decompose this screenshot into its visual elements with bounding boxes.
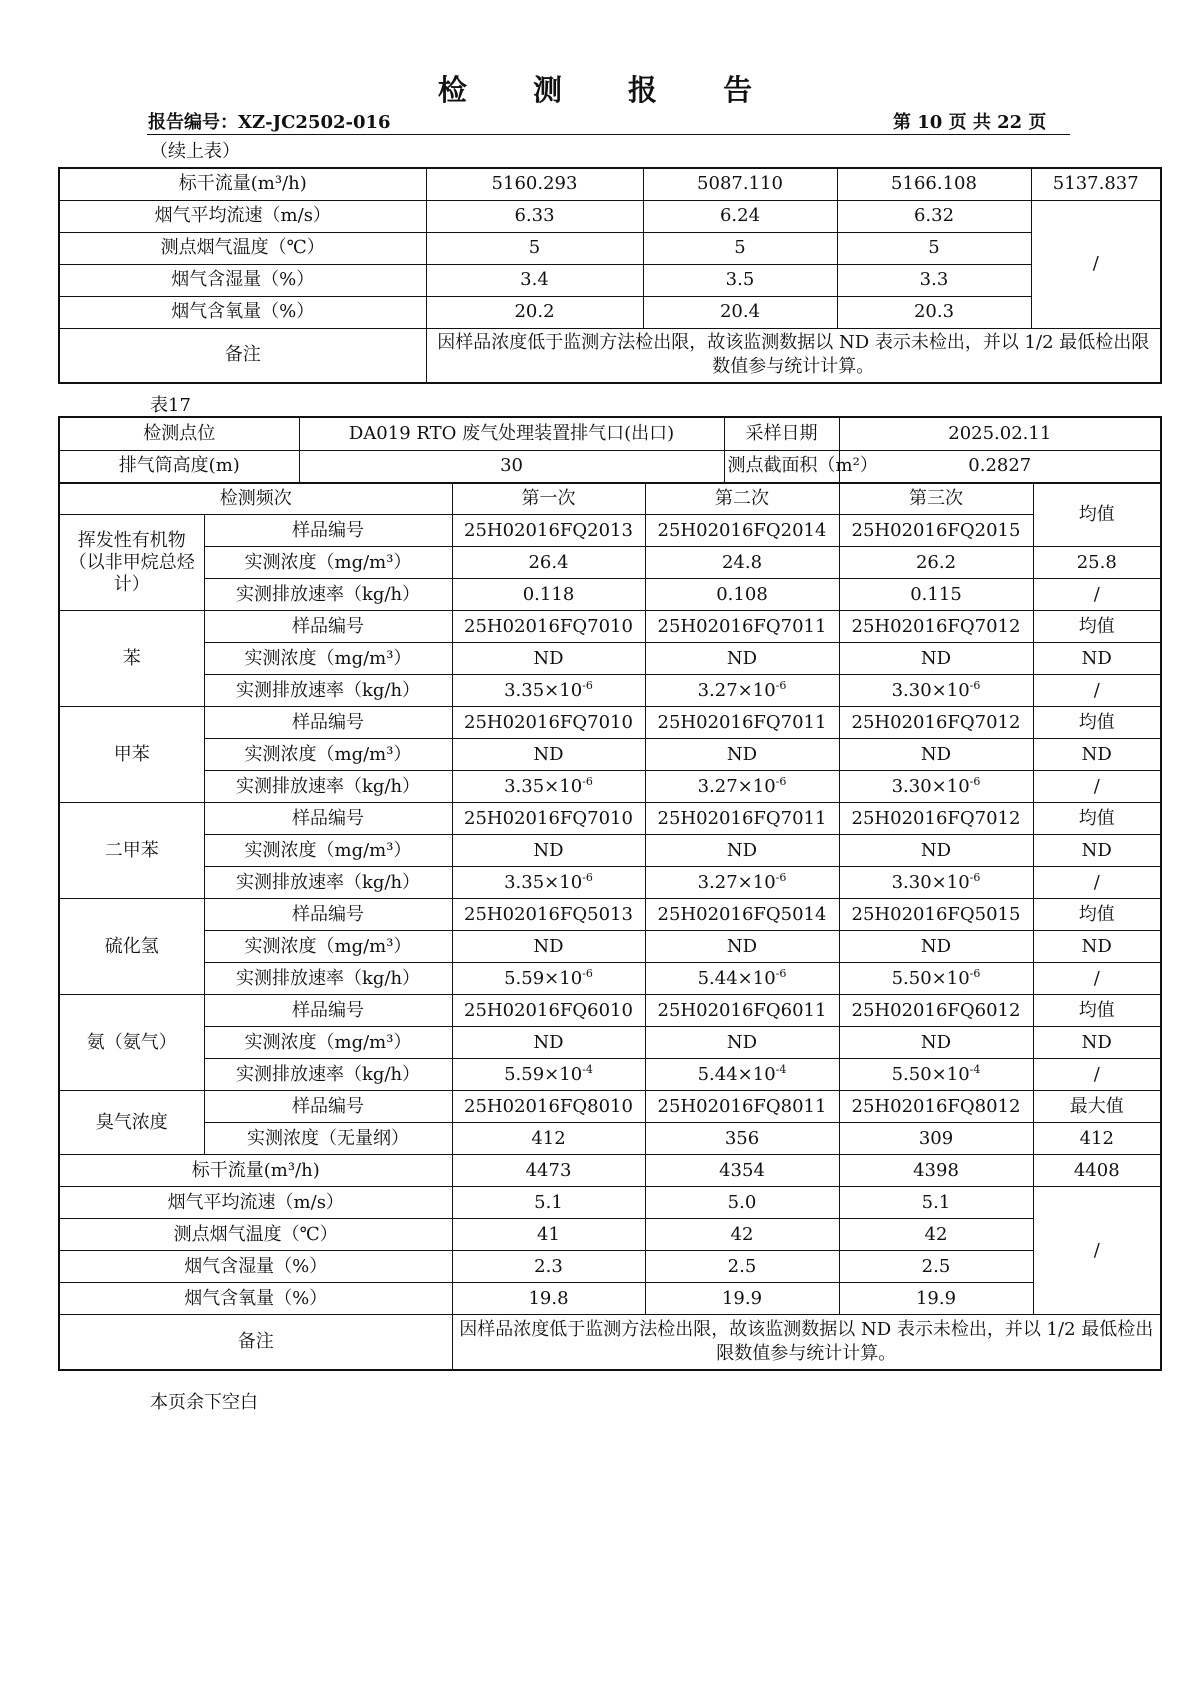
conc-value: ND bbox=[839, 739, 1033, 771]
table-row bbox=[59, 835, 1161, 867]
site-value: DA019 RTO 废气处理装置排气口(出口) bbox=[299, 417, 724, 450]
cell-slash: / bbox=[1033, 675, 1161, 707]
rate-mantissa: 5.59×10 bbox=[504, 1063, 583, 1085]
table-row bbox=[59, 867, 1161, 899]
cell-slash: / bbox=[1033, 579, 1161, 611]
cell-slash: / bbox=[1033, 1059, 1161, 1091]
cell-run1: 41 bbox=[452, 1219, 645, 1251]
table-row bbox=[59, 611, 1161, 643]
conc-value: ND bbox=[452, 835, 645, 867]
sample-id: 25H02016FQ5014 bbox=[645, 899, 839, 931]
conc-value: 26.4 bbox=[452, 547, 645, 579]
rate-exponent: -6 bbox=[775, 774, 787, 788]
sample-id: 25H02016FQ2013 bbox=[452, 515, 645, 547]
cell-run3: 20.3 bbox=[837, 296, 1031, 328]
rate-value: 0.115 bbox=[839, 579, 1033, 611]
header-rule bbox=[147, 134, 1070, 135]
sample-id: 25H02016FQ7012 bbox=[839, 803, 1033, 835]
rate-value bbox=[839, 867, 1033, 899]
blank-page-note: 本页余下空白 bbox=[150, 1392, 258, 1413]
table-row bbox=[59, 1123, 1161, 1155]
table-row bbox=[59, 1091, 1161, 1123]
row-label: 测点烟气温度（℃） bbox=[59, 232, 426, 264]
table-row bbox=[59, 1283, 1161, 1315]
rate-mantissa: 3.30×10 bbox=[891, 775, 970, 797]
conc-label: 实测浓度（mg/m³） bbox=[204, 835, 452, 867]
remark-label: 备注 bbox=[59, 1315, 452, 1370]
sample-id: 25H02016FQ7012 bbox=[839, 707, 1033, 739]
table-row bbox=[59, 417, 1161, 450]
pollutant-name: 苯 bbox=[59, 611, 204, 707]
row-label: 烟气含湿量（%） bbox=[59, 264, 426, 296]
rate-value bbox=[839, 1059, 1033, 1091]
rate-mantissa: 5.59×10 bbox=[504, 967, 583, 989]
date-label: 采样日期 bbox=[724, 417, 839, 450]
report-number-value: XZ-JC2502-016 bbox=[238, 112, 391, 133]
sample-id: 25H02016FQ6011 bbox=[645, 995, 839, 1027]
table-row bbox=[59, 450, 1161, 483]
conc-avg: ND bbox=[1033, 1027, 1161, 1059]
rate-label: 实测排放速率（kg/h） bbox=[204, 675, 452, 707]
table-row bbox=[59, 803, 1161, 835]
conc-label: 实测浓度（mg/m³） bbox=[204, 547, 452, 579]
run3-header: 第三次 bbox=[839, 483, 1033, 515]
sample-id: 25H02016FQ7011 bbox=[645, 611, 839, 643]
sample-no-label: 样品编号 bbox=[204, 515, 452, 547]
row-label: 烟气含湿量（%） bbox=[59, 1251, 452, 1283]
odor-conc-label: 实测浓度（无量纲） bbox=[204, 1123, 452, 1155]
cell-slash: / bbox=[1033, 771, 1161, 803]
avg-header: 均值 bbox=[1033, 995, 1161, 1027]
sample-id: 25H02016FQ6012 bbox=[839, 995, 1033, 1027]
rate-value bbox=[452, 675, 645, 707]
rate-mantissa: 5.50×10 bbox=[891, 1063, 970, 1085]
rate-exponent: -6 bbox=[969, 774, 981, 788]
rate-mantissa: 3.35×10 bbox=[504, 679, 583, 701]
rate-value: 0.108 bbox=[645, 579, 839, 611]
table-row bbox=[59, 1059, 1161, 1091]
rate-exponent: -6 bbox=[582, 870, 593, 884]
cell-avg: 5137.837 bbox=[1031, 168, 1161, 200]
remark-text: 因样品浓度低于监测方法检出限，故该监测数据以 ND 表示未检出，并以 1/2 最低检出限数值参与统计计算。 bbox=[452, 1315, 1161, 1370]
rate-exponent: -6 bbox=[775, 870, 787, 884]
sample-no-label: 样品编号 bbox=[204, 803, 452, 835]
rate-value bbox=[839, 771, 1033, 803]
cell-run1: 6.33 bbox=[426, 200, 643, 232]
rate-mantissa: 3.27×10 bbox=[697, 871, 776, 893]
table-17-body bbox=[58, 482, 1162, 1371]
sample-id: 25H02016FQ6010 bbox=[452, 995, 645, 1027]
table-row bbox=[59, 931, 1161, 963]
rate-exponent: -6 bbox=[582, 678, 593, 692]
conc-label: 实测浓度（mg/m³） bbox=[204, 1027, 452, 1059]
conc-value: ND bbox=[645, 643, 839, 675]
rate-mantissa: 5.44×10 bbox=[697, 967, 776, 989]
pollutant-name: 二甲苯 bbox=[59, 803, 204, 899]
rate-value: 0.118 bbox=[452, 579, 645, 611]
table-row bbox=[59, 1155, 1161, 1187]
rate-exponent: -6 bbox=[969, 678, 981, 692]
page-indicator: 第 10 页 共 22 页 bbox=[893, 112, 1047, 133]
rate-value bbox=[839, 963, 1033, 995]
sample-no-label: 样品编号 bbox=[204, 611, 452, 643]
table-row bbox=[59, 296, 1161, 328]
cell-run3: 5.1 bbox=[839, 1187, 1033, 1219]
sample-id: 25H02016FQ7010 bbox=[452, 707, 645, 739]
rate-exponent: -6 bbox=[969, 966, 981, 980]
sample-id: 25H02016FQ2014 bbox=[645, 515, 839, 547]
rate-label: 实测排放速率（kg/h） bbox=[204, 963, 452, 995]
rate-mantissa: 3.27×10 bbox=[697, 679, 776, 701]
cell-run2: 6.24 bbox=[643, 200, 837, 232]
sample-no-label: 样品编号 bbox=[204, 899, 452, 931]
table-row bbox=[59, 739, 1161, 771]
stack-height-value: 30 bbox=[299, 450, 724, 483]
conc-avg: ND bbox=[1033, 931, 1161, 963]
rate-exponent: -6 bbox=[775, 966, 787, 980]
cell-run2: 5.0 bbox=[645, 1187, 839, 1219]
max-header: 最大值 bbox=[1033, 1091, 1161, 1123]
conc-value: ND bbox=[645, 835, 839, 867]
cell-run1: 5 bbox=[426, 232, 643, 264]
table-row bbox=[59, 1251, 1161, 1283]
row-label: 标干流量(m³/h) bbox=[59, 168, 426, 200]
cell-run2: 42 bbox=[645, 1219, 839, 1251]
cell-slash: / bbox=[1033, 963, 1161, 995]
sample-id: 25H02016FQ5015 bbox=[839, 899, 1033, 931]
rate-exponent: -6 bbox=[582, 966, 593, 980]
conc-value: 24.8 bbox=[645, 547, 839, 579]
pollutant-odor: 臭气浓度 bbox=[59, 1091, 204, 1155]
table-row bbox=[59, 899, 1161, 931]
conc-value: ND bbox=[452, 739, 645, 771]
table-row bbox=[59, 579, 1161, 611]
pollutant-vocs: 挥发性有机物（以非甲烷总烃计） bbox=[59, 515, 204, 611]
site-label: 检测点位 bbox=[59, 417, 299, 450]
avg-header: 均值 bbox=[1033, 803, 1161, 835]
rate-value bbox=[645, 963, 839, 995]
rate-mantissa: 5.50×10 bbox=[891, 967, 970, 989]
conc-avg: ND bbox=[1033, 739, 1161, 771]
pollutant-blocks bbox=[59, 611, 1161, 1091]
table-row bbox=[59, 515, 1161, 547]
remark-label: 备注 bbox=[59, 328, 426, 383]
conc-value: 309 bbox=[839, 1123, 1033, 1155]
cell-run1: 5160.293 bbox=[426, 168, 643, 200]
rate-label: 实测排放速率（kg/h） bbox=[204, 1059, 452, 1091]
section-area-value: 0.2827 bbox=[839, 450, 1161, 483]
sample-id: 25H02016FQ7012 bbox=[839, 611, 1033, 643]
cell-run3: 3.3 bbox=[837, 264, 1031, 296]
cell-slash: / bbox=[1033, 1187, 1161, 1315]
conc-value: 356 bbox=[645, 1123, 839, 1155]
sample-id: 25H02016FQ8010 bbox=[452, 1091, 645, 1123]
rate-exponent: -6 bbox=[969, 870, 981, 884]
conc-label: 实测浓度（mg/m³） bbox=[204, 643, 452, 675]
remark-text: 因样品浓度低于监测方法检出限，故该监测数据以 ND 表示未检出，并以 1/2 最低检出限数值参与统计计算。 bbox=[426, 328, 1161, 383]
conc-value: ND bbox=[839, 1027, 1033, 1059]
table-row bbox=[59, 771, 1161, 803]
cell-run3: 5 bbox=[837, 232, 1031, 264]
table-17 bbox=[58, 416, 1162, 484]
rate-mantissa: 3.35×10 bbox=[504, 775, 583, 797]
sample-id: 25H02016FQ7011 bbox=[645, 707, 839, 739]
run2-header: 第二次 bbox=[645, 483, 839, 515]
rate-mantissa: 3.30×10 bbox=[891, 679, 970, 701]
cell-run3: 5166.108 bbox=[837, 168, 1031, 200]
rate-exponent: -6 bbox=[775, 678, 787, 692]
rate-mantissa: 5.44×10 bbox=[697, 1063, 776, 1085]
conc-max: 412 bbox=[1033, 1123, 1161, 1155]
table-row bbox=[59, 168, 1161, 200]
cell-run3: 6.32 bbox=[837, 200, 1031, 232]
sample-no-label: 样品编号 bbox=[204, 995, 452, 1027]
conc-value: 412 bbox=[452, 1123, 645, 1155]
conc-label: 实测浓度（mg/m³） bbox=[204, 931, 452, 963]
cell-run2: 19.9 bbox=[645, 1283, 839, 1315]
cell-slash: / bbox=[1031, 200, 1161, 328]
conc-value: ND bbox=[839, 643, 1033, 675]
table-row bbox=[59, 675, 1161, 707]
avg-header: 均值 bbox=[1033, 707, 1161, 739]
table-row bbox=[59, 264, 1161, 296]
sample-id: 25H02016FQ7010 bbox=[452, 803, 645, 835]
run1-header: 第一次 bbox=[452, 483, 645, 515]
table-row bbox=[59, 963, 1161, 995]
conc-value: ND bbox=[645, 931, 839, 963]
pollutant-name: 甲苯 bbox=[59, 707, 204, 803]
date-value: 2025.02.11 bbox=[839, 417, 1161, 450]
cell-run2: 4354 bbox=[645, 1155, 839, 1187]
avg-header: 均值 bbox=[1033, 483, 1161, 547]
flow-label: 标干流量(m³/h) bbox=[59, 1155, 452, 1187]
cell-run1: 3.4 bbox=[426, 264, 643, 296]
table-row bbox=[59, 547, 1161, 579]
rate-value bbox=[839, 675, 1033, 707]
sample-id: 25H02016FQ7011 bbox=[645, 803, 839, 835]
continued-label: （续上表） bbox=[150, 141, 240, 162]
rate-mantissa: 3.35×10 bbox=[504, 871, 583, 893]
table-row bbox=[59, 232, 1161, 264]
conc-value: ND bbox=[452, 643, 645, 675]
conc-value: ND bbox=[452, 931, 645, 963]
row-label: 测点烟气温度（℃） bbox=[59, 1219, 452, 1251]
pollutant-name: 硫化氢 bbox=[59, 899, 204, 995]
cell-run1: 4473 bbox=[452, 1155, 645, 1187]
report-number-label: 报告编号： bbox=[148, 112, 238, 133]
rate-value bbox=[645, 771, 839, 803]
row-label: 烟气含氧量（%） bbox=[59, 1283, 452, 1315]
stack-height-label: 排气筒高度(m) bbox=[59, 450, 299, 483]
rate-exponent: -4 bbox=[775, 1062, 787, 1076]
cell-run1: 2.3 bbox=[452, 1251, 645, 1283]
cell-run3: 42 bbox=[839, 1219, 1033, 1251]
rate-label: 实测排放速率（kg/h） bbox=[204, 771, 452, 803]
report-number bbox=[148, 108, 391, 134]
cell-avg: 4408 bbox=[1033, 1155, 1161, 1187]
conc-avg: 25.8 bbox=[1033, 547, 1161, 579]
row-label: 烟气含氧量（%） bbox=[59, 296, 426, 328]
conc-avg: ND bbox=[1033, 643, 1161, 675]
table-17-label: 表17 bbox=[150, 395, 191, 416]
rate-mantissa: 3.30×10 bbox=[891, 871, 970, 893]
table-row bbox=[59, 483, 1161, 515]
rate-value bbox=[645, 867, 839, 899]
rate-mantissa: 3.27×10 bbox=[697, 775, 776, 797]
pollutant-name: 氨（氨气） bbox=[59, 995, 204, 1091]
cell-run2: 5 bbox=[643, 232, 837, 264]
rate-label: 实测排放速率（kg/h） bbox=[204, 867, 452, 899]
rate-exponent: -6 bbox=[582, 774, 593, 788]
conc-label: 实测浓度（mg/m³） bbox=[204, 739, 452, 771]
cell-run3: 4398 bbox=[839, 1155, 1033, 1187]
table-row bbox=[59, 1187, 1161, 1219]
cell-run2: 5087.110 bbox=[643, 168, 837, 200]
table-row bbox=[59, 707, 1161, 739]
cell-run1: 19.8 bbox=[452, 1283, 645, 1315]
sample-no-label: 样品编号 bbox=[204, 707, 452, 739]
table-row bbox=[59, 643, 1161, 675]
rate-value bbox=[452, 963, 645, 995]
rate-value bbox=[645, 1059, 839, 1091]
sample-id: 25H02016FQ7010 bbox=[452, 611, 645, 643]
row-label: 烟气平均流速（m/s） bbox=[59, 1187, 452, 1219]
conc-value: ND bbox=[839, 931, 1033, 963]
section-area-label: 测点截面积（m²） bbox=[724, 450, 839, 483]
table-row bbox=[59, 200, 1161, 232]
rate-value bbox=[452, 771, 645, 803]
sample-id: 25H02016FQ8011 bbox=[645, 1091, 839, 1123]
rate-value bbox=[452, 867, 645, 899]
conc-value: ND bbox=[645, 1027, 839, 1059]
conc-avg: ND bbox=[1033, 835, 1161, 867]
cell-slash: / bbox=[1033, 867, 1161, 899]
table-row bbox=[59, 1219, 1161, 1251]
conc-value: ND bbox=[452, 1027, 645, 1059]
cell-run2: 3.5 bbox=[643, 264, 837, 296]
conc-value: 26.2 bbox=[839, 547, 1033, 579]
cell-run3: 19.9 bbox=[839, 1283, 1033, 1315]
sample-id: 25H02016FQ5013 bbox=[452, 899, 645, 931]
cell-run2: 20.4 bbox=[643, 296, 837, 328]
sample-id: 25H02016FQ8012 bbox=[839, 1091, 1033, 1123]
page-title: 检 测 报 告 bbox=[437, 73, 781, 107]
sample-id: 25H02016FQ2015 bbox=[839, 515, 1033, 547]
avg-header: 均值 bbox=[1033, 611, 1161, 643]
rate-value bbox=[645, 675, 839, 707]
remark-row bbox=[59, 1315, 1161, 1370]
conc-value: ND bbox=[645, 739, 839, 771]
cell-run1: 20.2 bbox=[426, 296, 643, 328]
cell-run1: 5.1 bbox=[452, 1187, 645, 1219]
cell-run2: 2.5 bbox=[645, 1251, 839, 1283]
rate-exponent: -4 bbox=[582, 1062, 593, 1076]
row-label: 烟气平均流速（m/s） bbox=[59, 200, 426, 232]
sample-no-label: 样品编号 bbox=[204, 1091, 452, 1123]
rate-value bbox=[452, 1059, 645, 1091]
table-16-continued bbox=[58, 167, 1162, 384]
rate-label: 实测排放速率（kg/h） bbox=[204, 579, 452, 611]
frequency-label: 检测频次 bbox=[59, 483, 452, 515]
table-row bbox=[59, 995, 1161, 1027]
cell-run3: 2.5 bbox=[839, 1251, 1033, 1283]
remark-row bbox=[59, 328, 1161, 383]
rate-exponent: -4 bbox=[969, 1062, 981, 1076]
avg-header: 均值 bbox=[1033, 899, 1161, 931]
table-row bbox=[59, 1027, 1161, 1059]
conc-value: ND bbox=[839, 835, 1033, 867]
